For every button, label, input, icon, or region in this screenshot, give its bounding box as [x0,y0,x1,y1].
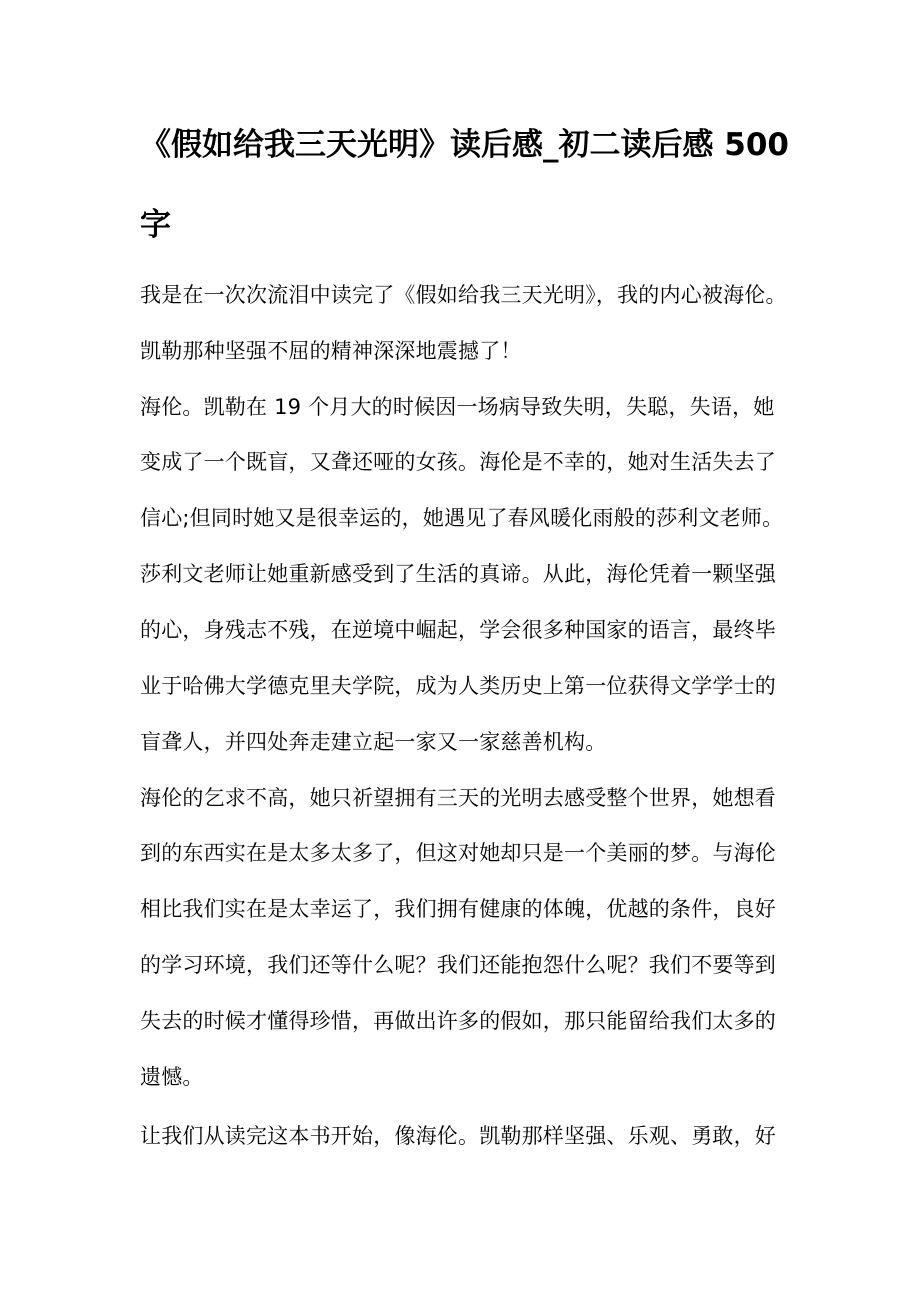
title-line-1: 《假如给我三天光明》读后感_初二读后感 500 [140,127,789,163]
body-line-6: 莎利文老师让她重新感受到了生活的真谛。从此，海伦凭着一颗坚强 [140,562,776,586]
body-line-7: 的心，身残志不残，在逆境中崛起，学会很多种国家的语言，最终毕 [140,618,776,642]
body-line-4: 变成了一个既盲，又聋还哑的女孩。海伦是不幸的，她对生活失去了 [140,450,776,474]
body-line-9: 盲聋人，并四处奔走建立起一家又一家慈善机构。 [140,730,607,754]
body-line-16: 让我们从读完这本书开始，像海伦。凯勒那样坚强、乐观、勇敢，好 [140,1124,776,1148]
body-line-11: 到的东西实在是太多太多了，但这对她却只是一个美丽的梦。与海伦 [140,841,776,865]
body-line-14: 失去的时候才懂得珍惜，再做出许多的假如，那只能留给我们太多的 [140,1009,776,1033]
body-line-12: 相比我们实在是太幸运了，我们拥有健康的体魄，优越的条件，良好 [140,897,776,921]
body-line-2: 凯勒那种坚强不屈的精神深深地震撼了！ [140,339,522,363]
body-line-3: 海伦。凯勒在 19 个月大的时候因一场病导致失明，失聪，失语，她 [140,395,775,419]
body-line-15: 遗憾。 [140,1065,204,1089]
body-line-1: 我是在一次次流泪中读完了《假如给我三天光明》，我的内心被海伦。 [140,283,787,307]
body-line-13: 的学习环境，我们还等什么呢？我们还能抱怨什么呢？我们不要等到 [140,953,776,977]
document-title [140,105,800,265]
body-line-5: 信心;但同时她又是很幸运的，她遇见了春风暖化雨般的莎利文老师。 [140,506,784,530]
body-line-8: 业于哈佛大学德克里夫学院，成为人类历史上第一位获得文学学士的 [140,674,776,698]
body-line-10: 海伦的乞求不高，她只祈望拥有三天的光明去感受整个世界，她想看 [140,786,776,810]
title-line-2: 字 [140,207,171,243]
